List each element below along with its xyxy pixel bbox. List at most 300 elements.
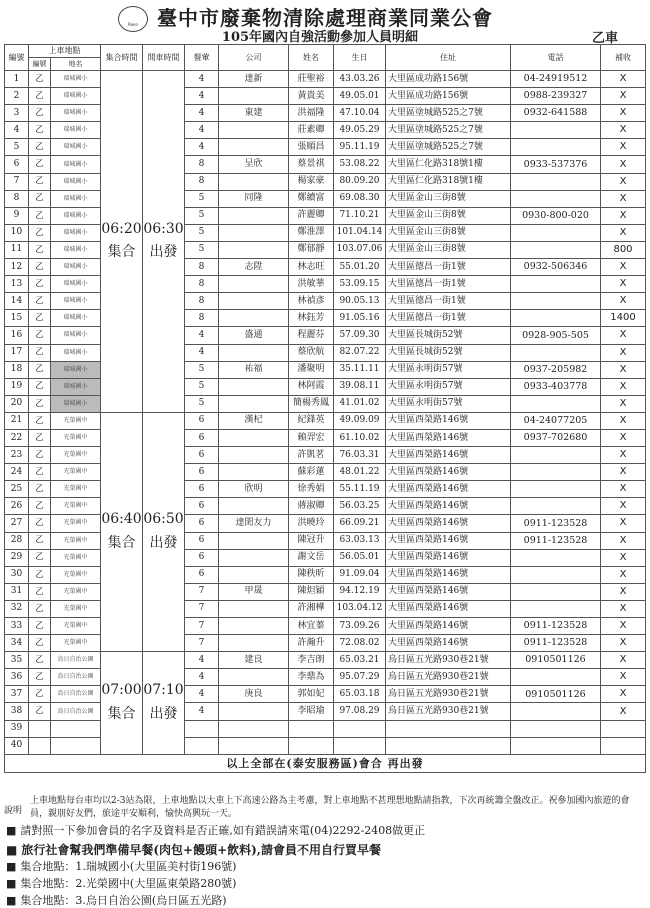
address: 烏日區五光路930巷21號 [386, 652, 511, 669]
address: 大里區德昌一街1號 [386, 276, 511, 293]
boarding-place: 烏日自治公園 [51, 686, 101, 703]
company-name [219, 139, 289, 156]
participant-name: 蘇彩蓮 [289, 464, 334, 481]
row-number: 4 [5, 122, 29, 139]
birth-date: 39.08.11 [334, 378, 386, 395]
row-number: 29 [5, 549, 29, 566]
participant-name [289, 737, 334, 754]
company-name: 祐福 [219, 361, 289, 378]
company-name: 建良 [219, 652, 289, 669]
birth-date: 56.03.25 [334, 498, 386, 515]
insurance-mark: X [601, 686, 646, 703]
phone-number: 0937-702680 [511, 429, 601, 446]
address: 大里區德昌一街1號 [386, 259, 511, 276]
phone-number [511, 122, 601, 139]
participant-name: 林鈺芳 [289, 310, 334, 327]
boarding-code: 乙 [29, 429, 51, 446]
boarding-code: 乙 [29, 310, 51, 327]
participant-name [289, 720, 334, 737]
boarding-place: 瑞城國小 [51, 310, 101, 327]
row-number: 13 [5, 276, 29, 293]
company-name [219, 224, 289, 241]
phone-number: 0988-239327 [511, 88, 601, 105]
company-name: 庚良 [219, 686, 289, 703]
insurance-mark: X [601, 566, 646, 583]
meal-code: 6 [185, 464, 219, 481]
address [386, 737, 511, 754]
row-number: 26 [5, 498, 29, 515]
meal-code: 6 [185, 515, 219, 532]
participant-name: 鄭淮澤 [289, 224, 334, 241]
participant-name: 陳冠升 [289, 532, 334, 549]
phone-number [511, 447, 601, 464]
participant-name: 陳炟穎 [289, 583, 334, 600]
square-bullet-icon: ■ [6, 860, 17, 873]
row-number: 3 [5, 105, 29, 122]
note-text: 上車地點每台車均以2-3站為限，上車地點以大車上下高速公路為主考慮，對上車地點不甚理想地點請指教，下次再統籌全盤改正。祝參加國內旅遊的會員，親朋好友們，旅途平安順利，愉快高興玩一天。 [30, 796, 630, 820]
phone-number [511, 600, 601, 617]
boarding-code: 乙 [29, 566, 51, 583]
boarding-place: 光榮國中 [51, 583, 101, 600]
insurance-mark: X [601, 122, 646, 139]
phone-number: 04-24919512 [511, 71, 601, 88]
row-number: 38 [5, 703, 29, 720]
address: 烏日區五光路930巷21號 [386, 669, 511, 686]
boarding-place: 光榮國中 [51, 566, 101, 583]
meal-code: 4 [185, 652, 219, 669]
participant-name: 陳秩昕 [289, 566, 334, 583]
row-number: 10 [5, 224, 29, 241]
participant-name: 蔡景祺 [289, 156, 334, 173]
row-number: 8 [5, 190, 29, 207]
participant-name: 鄭續富 [289, 190, 334, 207]
boarding-code: 乙 [29, 293, 51, 310]
phone-number [511, 224, 601, 241]
logo-caption: Reen [127, 22, 139, 27]
address: 大里區金山三街8號 [386, 241, 511, 258]
meal-code: 8 [185, 173, 219, 190]
square-bullet-icon: ■ [6, 824, 17, 837]
birth-date [334, 720, 386, 737]
table-row [5, 71, 646, 88]
boarding-code: 乙 [29, 652, 51, 669]
birth-date: 65.03.21 [334, 652, 386, 669]
meal-code [185, 720, 219, 737]
row-number: 11 [5, 241, 29, 258]
phone-number [511, 310, 601, 327]
header-insurance: 補收 [601, 45, 646, 71]
company-name: 東建 [219, 105, 289, 122]
gather-time-cell [101, 71, 143, 413]
meal-code: 4 [185, 669, 219, 686]
boarding-place: 瑞城國小 [51, 173, 101, 190]
boarding-place: 瑞城國小 [51, 361, 101, 378]
boarding-place: 光榮國中 [51, 429, 101, 446]
participant-name: 林志旺 [289, 259, 334, 276]
boarding-place: 光榮國中 [51, 515, 101, 532]
row-number: 19 [5, 378, 29, 395]
birth-date: 47.10.04 [334, 105, 386, 122]
boarding-code: 乙 [29, 686, 51, 703]
company-name [219, 635, 289, 652]
boarding-place: 瑞城國小 [51, 207, 101, 224]
row-number: 18 [5, 361, 29, 378]
company-name [219, 395, 289, 412]
address: 大里區長城街52號 [386, 344, 511, 361]
address: 大里區西榮路146號 [386, 583, 511, 600]
address: 大里區塗城路525之7號 [386, 105, 511, 122]
insurance-mark: X [601, 327, 646, 344]
row-number: 14 [5, 293, 29, 310]
row-number: 22 [5, 429, 29, 446]
birth-date: 91.09.04 [334, 566, 386, 583]
row-number: 12 [5, 259, 29, 276]
depart-label: 出發 [149, 705, 178, 722]
company-name [219, 344, 289, 361]
boarding-code: 乙 [29, 139, 51, 156]
row-number: 9 [5, 207, 29, 224]
address: 烏日區五光路930巷21號 [386, 703, 511, 720]
birth-date: 65.03.18 [334, 686, 386, 703]
insurance-mark: X [601, 207, 646, 224]
insurance-mark: X [601, 515, 646, 532]
header-boarding: 上車地點 [29, 45, 101, 58]
gather-label: 集合 [107, 705, 136, 722]
phone-number [511, 566, 601, 583]
participant-name: 許麗卿 [289, 207, 334, 224]
gather-label: 集合 [107, 244, 136, 261]
boarding-code: 乙 [29, 327, 51, 344]
boarding-place [51, 720, 101, 737]
insurance-mark: X [601, 293, 646, 310]
phone-number [511, 395, 601, 412]
participant-name: 鄭郁靜 [289, 241, 334, 258]
meal-code: 4 [185, 703, 219, 720]
meal-code: 5 [185, 378, 219, 395]
insurance-mark: X [601, 224, 646, 241]
birth-date [334, 737, 386, 754]
insurance-mark: X [601, 532, 646, 549]
company-name [219, 447, 289, 464]
meal-code: 6 [185, 498, 219, 515]
header-company: 公司 [219, 45, 289, 71]
participant-name: 莊素卿 [289, 122, 334, 139]
meal-code: 5 [185, 395, 219, 412]
address: 大里區金山三街8號 [386, 207, 511, 224]
boarding-code: 乙 [29, 88, 51, 105]
depart-time: 06:30 [143, 220, 184, 237]
company-name [219, 310, 289, 327]
insurance-mark: X [601, 139, 646, 156]
boarding-code: 乙 [29, 498, 51, 515]
participant-name: 洪福隆 [289, 105, 334, 122]
company-name [219, 737, 289, 754]
boarding-code: 乙 [29, 583, 51, 600]
birth-date: 55.01.20 [334, 259, 386, 276]
participant-name: 簡楊秀鳳 [289, 395, 334, 412]
address: 大里區仁化路318號1樓 [386, 156, 511, 173]
boarding-place: 瑞城國小 [51, 293, 101, 310]
boarding-place: 光榮國中 [51, 464, 101, 481]
row-number: 40 [5, 737, 29, 754]
birth-date: 90.05.13 [334, 293, 386, 310]
birth-date: 49.05.29 [334, 122, 386, 139]
row-number: 34 [5, 635, 29, 652]
row-number: 25 [5, 481, 29, 498]
birth-date: 95.11.19 [334, 139, 386, 156]
insurance-mark: X [601, 276, 646, 293]
boarding-place: 光榮國中 [51, 549, 101, 566]
phone-number: 0928-905-505 [511, 327, 601, 344]
header-boarding-place: 地名 [51, 58, 101, 71]
company-name: 甲晟 [219, 583, 289, 600]
company-name: 志陞 [219, 259, 289, 276]
phone-number [511, 293, 601, 310]
row-number: 24 [5, 464, 29, 481]
row-number: 7 [5, 173, 29, 190]
address: 大里區西榮路146號 [386, 498, 511, 515]
boarding-place: 瑞城國小 [51, 378, 101, 395]
boarding-place: 瑞城國小 [51, 190, 101, 207]
company-name [219, 720, 289, 737]
meal-code: 4 [185, 139, 219, 156]
square-bullet-icon: ■ [6, 894, 17, 907]
company-name [219, 122, 289, 139]
phone-number [511, 669, 601, 686]
boarding-place: 光榮國中 [51, 412, 101, 429]
boarding-code: 乙 [29, 395, 51, 412]
phone-number: 0911-123528 [511, 635, 601, 652]
insurance-mark: X [601, 618, 646, 635]
participant-name: 李鼎為 [289, 669, 334, 686]
birth-date: 69.08.30 [334, 190, 386, 207]
row-number: 16 [5, 327, 29, 344]
address: 大里區西榮路146號 [386, 515, 511, 532]
meal-code: 7 [185, 583, 219, 600]
phone-number [511, 190, 601, 207]
header-boarding-code: 編號 [29, 58, 51, 71]
row-number: 30 [5, 566, 29, 583]
company-name [219, 549, 289, 566]
boarding-code: 乙 [29, 464, 51, 481]
participant-name: 林宜蓁 [289, 618, 334, 635]
gather-time-cell [101, 412, 143, 651]
insurance-mark: X [601, 635, 646, 652]
boarding-place: 烏日自治公園 [51, 703, 101, 720]
boarding-code: 乙 [29, 224, 51, 241]
phone-number [511, 481, 601, 498]
birth-date: 41.01.02 [334, 395, 386, 412]
phone-number [511, 276, 601, 293]
boarding-place: 瑞城國小 [51, 259, 101, 276]
boarding-place: 瑞城國小 [51, 71, 101, 88]
birth-date: 66.09.21 [334, 515, 386, 532]
square-bullet-icon: ■ [6, 843, 18, 857]
boarding-place: 光榮國中 [51, 635, 101, 652]
boarding-code: 乙 [29, 412, 51, 429]
participant-table [4, 44, 646, 773]
page-subtitle: 105年國內自強活動參加人員明細 [221, 30, 419, 45]
company-name [219, 378, 289, 395]
address: 大里區塗城路525之7號 [386, 139, 511, 156]
birth-date: 101.04.14 [334, 224, 386, 241]
company-name [219, 464, 289, 481]
phone-number [511, 464, 601, 481]
address: 大里區西榮路146號 [386, 618, 511, 635]
note-label: 說明 [4, 806, 23, 816]
meal-code [185, 737, 219, 754]
boarding-place: 瑞城國小 [51, 276, 101, 293]
participant-name: 徐秀娟 [289, 481, 334, 498]
header-phone: 電話 [511, 45, 601, 71]
depart-time: 07:10 [143, 682, 184, 699]
gather-time: 06:20 [101, 220, 142, 237]
participant-name: 林禎彥 [289, 293, 334, 310]
header-birth: 生日 [334, 45, 386, 71]
address: 大里區西榮路146號 [386, 532, 511, 549]
address: 大里區西榮路146號 [386, 566, 511, 583]
meal-code: 5 [185, 224, 219, 241]
company-name [219, 703, 289, 720]
phone-number [511, 583, 601, 600]
header-name: 姓名 [289, 45, 334, 71]
phone-number: 0910501126 [511, 686, 601, 703]
insurance-mark: 1400 [601, 310, 646, 327]
header-depart-time: 開車時間 [143, 45, 185, 71]
row-number: 15 [5, 310, 29, 327]
meal-code: 4 [185, 88, 219, 105]
phone-number: 0910501126 [511, 652, 601, 669]
phone-number: 0932-506346 [511, 259, 601, 276]
row-number: 17 [5, 344, 29, 361]
meal-code: 5 [185, 361, 219, 378]
row-number: 36 [5, 669, 29, 686]
meal-code: 8 [185, 276, 219, 293]
birth-date: 72.08.02 [334, 635, 386, 652]
birth-date: 53.08.22 [334, 156, 386, 173]
boarding-code: 乙 [29, 481, 51, 498]
row-number: 37 [5, 686, 29, 703]
row-number: 28 [5, 532, 29, 549]
boarding-code: 乙 [29, 378, 51, 395]
address: 大里區永明街57號 [386, 361, 511, 378]
boarding-place [51, 737, 101, 754]
boarding-place: 瑞城國小 [51, 105, 101, 122]
row-number: 23 [5, 447, 29, 464]
insurance-mark: 800 [601, 241, 646, 258]
birth-date: 57.09.30 [334, 327, 386, 344]
boarding-place: 瑞城國小 [51, 88, 101, 105]
boarding-code: 乙 [29, 241, 51, 258]
boarding-place: 光榮國中 [51, 532, 101, 549]
meal-code: 5 [185, 207, 219, 224]
insurance-mark [601, 720, 646, 737]
address: 大里區金山三街8號 [386, 224, 511, 241]
boarding-place: 瑞城國小 [51, 122, 101, 139]
boarding-code [29, 720, 51, 737]
address: 大里區西榮路146號 [386, 635, 511, 652]
meal-code: 8 [185, 259, 219, 276]
company-name [219, 498, 289, 515]
address: 大里區永明街57號 [386, 395, 511, 412]
company-name [219, 241, 289, 258]
address: 大里區成功路156號 [386, 71, 511, 88]
insurance-mark: X [601, 549, 646, 566]
phone-number: 04-24077205 [511, 412, 601, 429]
phone-number: 0911-123528 [511, 515, 601, 532]
boarding-place: 瑞城國小 [51, 224, 101, 241]
insurance-mark: X [601, 412, 646, 429]
insurance-mark: X [601, 259, 646, 276]
boarding-code: 乙 [29, 549, 51, 566]
boarding-code: 乙 [29, 259, 51, 276]
boarding-code: 乙 [29, 447, 51, 464]
boarding-code [29, 737, 51, 754]
company-name [219, 600, 289, 617]
address: 大里區成功路156號 [386, 88, 511, 105]
insurance-mark: X [601, 669, 646, 686]
company-name [219, 532, 289, 549]
birth-date: 49.09.09 [334, 412, 386, 429]
header-meal: 餐葷 [185, 45, 219, 71]
boarding-place: 烏日自治公園 [51, 652, 101, 669]
address: 大里區長城街52號 [386, 327, 511, 344]
meal-code: 6 [185, 566, 219, 583]
company-name [219, 207, 289, 224]
company-name: 欣明 [219, 481, 289, 498]
boarding-place: 光榮國中 [51, 498, 101, 515]
participant-name: 程麗芬 [289, 327, 334, 344]
birth-date: 63.03.13 [334, 532, 386, 549]
phone-number: 0911-123528 [511, 532, 601, 549]
birth-date: 94.12.19 [334, 583, 386, 600]
participant-name: 蔡欣航 [289, 344, 334, 361]
boarding-code: 乙 [29, 618, 51, 635]
company-name: 盛通 [219, 327, 289, 344]
row-number: 31 [5, 583, 29, 600]
phone-number: 0911-123528 [511, 618, 601, 635]
boarding-place: 瑞城國小 [51, 156, 101, 173]
boarding-code: 乙 [29, 515, 51, 532]
boarding-code: 乙 [29, 532, 51, 549]
bullet-item: ■ 請對照一下參加會員的名字及資料是否正確,如有錯誤請來電(04)2292-2408做更正 [6, 824, 426, 837]
address: 大里區西榮路146號 [386, 412, 511, 429]
phone-number: 0933-537376 [511, 156, 601, 173]
row-number: 32 [5, 600, 29, 617]
meal-code: 4 [185, 71, 219, 88]
depart-label: 出發 [149, 535, 178, 552]
meal-code: 7 [185, 618, 219, 635]
meal-code: 5 [185, 241, 219, 258]
boarding-code: 乙 [29, 156, 51, 173]
birth-date: 43.03.26 [334, 71, 386, 88]
total-row: 以上全部在(泰安服務區)會合 再出發 [5, 754, 646, 772]
birth-date: 49.05.01 [334, 88, 386, 105]
gather-label: 集合 [107, 535, 136, 552]
company-name [219, 276, 289, 293]
meal-code: 4 [185, 122, 219, 139]
participant-name: 許瀚升 [289, 635, 334, 652]
birth-date: 73.09.26 [334, 618, 386, 635]
meal-code: 6 [185, 447, 219, 464]
address: 大里區德昌一街1號 [386, 310, 511, 327]
gather-time: 06:40 [101, 511, 142, 528]
bullet-item: ■ 集合地點：3.烏日自治公園(烏日區五光路) [6, 894, 227, 907]
company-name [219, 618, 289, 635]
boarding-place: 烏日自治公園 [51, 669, 101, 686]
insurance-mark: X [601, 652, 646, 669]
row-number: 5 [5, 139, 29, 156]
